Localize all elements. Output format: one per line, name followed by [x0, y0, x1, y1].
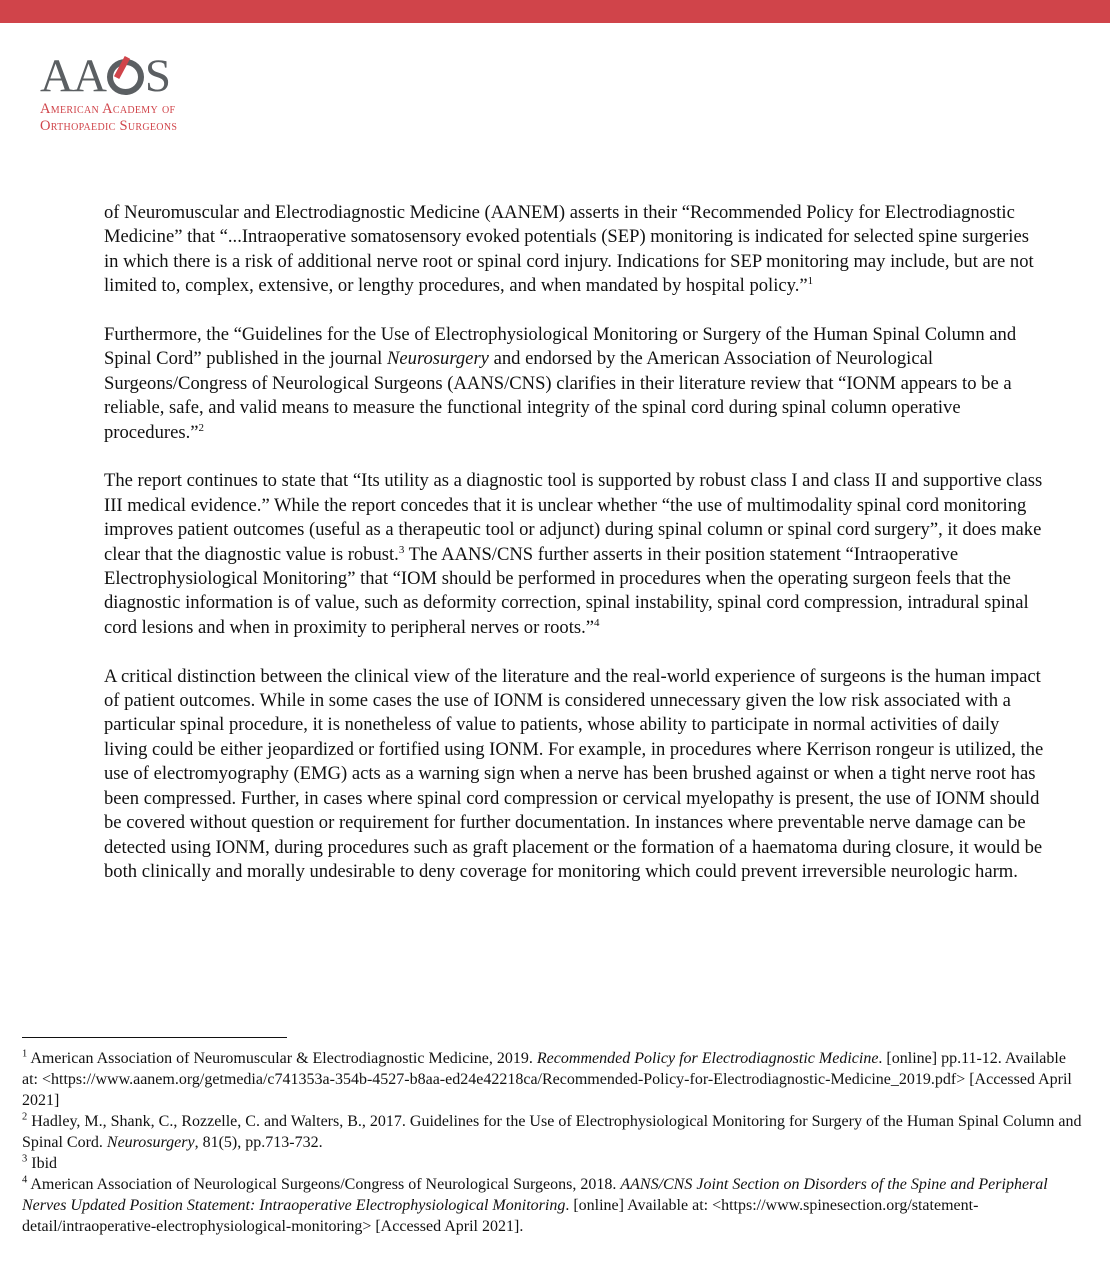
logo-line-2: Orthopaedic Surgeons [40, 118, 178, 134]
aaos-logo [40, 52, 177, 134]
footnote-1-text-a: American Association of Neuromuscular & Electrodiagnostic Medicine, 2019. [27, 1050, 537, 1067]
logo-mark-right: S [144, 50, 171, 102]
footnote-2-text-b: , 81(5), pp.713-732. [194, 1134, 323, 1151]
footnote-divider [22, 1037, 287, 1038]
footnote-2-journal: Neurosurgery [106, 1134, 195, 1151]
footnote-ref-1: 1 [807, 275, 814, 288]
paragraph-4 [104, 665, 1044, 885]
footnote-3-number: 3 [22, 1153, 28, 1165]
footnote-4 [22, 1174, 1082, 1237]
footnote-3-text: Ibid [27, 1155, 58, 1172]
paragraph-1-text: of Neuromuscular and Electrodiagnostic Medicine (AANEM) asserts in their “Recommended Policy for Electrodiagnostic Medicine” that “...Intraoperative somatosensory evoked potentials (SEP) monitoring is indicated for selected spine surgeries in which there is a risk of additional nerve root or spinal cord injury. Indications for SEP monitoring may include, but are not limited to, complex, extensive, or lengthy procedures, and when mandated by hospital policy.” [104, 202, 1034, 297]
footnote-1-text-b: . [online] pp.11-12. Available at: <https://www.aanem.org/getmedia/c741353a-354b-4527-b8aa-ed24e42218ca/Recommended-Policy-for-Electrodiagnostic-Medicine_2019.pdf> [Accessed April 2021] [22, 1050, 1072, 1109]
footnote-1 [22, 1048, 1082, 1111]
paragraph-2-text-b: and endorsed by the American Association of Neurological Surgeons/Congress of Neurological Surgeons (AANS/CNS) clarifies in their literature review that “IONM appears to be a reliable, safe, and valid means to measure the functional integrity of the spinal cord during spinal column operative procedures.” [104, 348, 1012, 443]
logo-mark-left: AA [40, 50, 106, 102]
paragraph-3-text-b: The AANS/CNS further asserts in their position statement “Intraoperative Electrophysiological Monitoring” that “IOM should be performed in procedures when the operating surgeon feels that the diagnostic information is of value, such as deformity correction, spinal instability, spinal cord compression, intradural spinal cord lesions and when in proximity to peripheral nerves or roots.” [104, 543, 1029, 638]
header-accent-bar [0, 0, 1110, 23]
footnote-ref-2: 2 [198, 421, 204, 434]
footnote-2 [22, 1111, 1082, 1153]
paragraph-4-text: A critical distinction between the clinical view of the literature and the real-world experience of surgeons is the human impact of patient outcomes. While in some cases the use of IONM is considered unnecessary given the low risk associated with a particular spinal procedure, it is nonetheless of value to patients, whose ability to participate in normal activities of daily living could be either jeopardized or fortified using IONM. For example, in procedures where Kerrison rongeur is utilized, the use of electromyography (EMG) acts as a warning sign when a nerve has been brushed against or when a tight nerve root has been compressed. Further, in cases where spinal cord compression or cervical myelopathy is present, the use of IONM should be covered without question or requirement for further documentation. In instances where preventable nerve damage can be detected using IONM, during procedures such as graft placement or the formation of a haematoma during closure, it would be both clinically and morally undesirable to deny coverage for monitoring which could prevent irreversible neurologic harm. [104, 665, 1044, 882]
footnote-ref-3: 3 [398, 543, 405, 556]
footnotes [22, 1048, 1082, 1237]
paragraph-2-text-a: Furthermore, the “Guidelines for the Use of Electrophysiological Monitoring or Surgery of the Human Spinal Column and Spinal Cord” published in the journal [104, 324, 1017, 370]
logo-o-ring-icon [107, 59, 144, 95]
footnote-1-title: Recommended Policy for Electrodiagnostic Medicine [536, 1050, 879, 1067]
footnote-2-text-a: Hadley, M., Shank, C., Rozzelle, C. and Walters, B., 2017. Guidelines for the Use of Electrophysiological Monitoring for Surgery of the Human Spinal Column and Spinal Cord. [22, 1113, 1082, 1151]
journal-name: Neurosurgery [387, 348, 489, 370]
footnote-ref-4: 4 [594, 616, 600, 629]
footnote-4-title: AANS/CNS Joint Section on Disorders of the Spine and Peripheral Nerves Updated Position Statement: Intraoperative Electrophysiological Monitoring [22, 1176, 1048, 1214]
footnote-4-text-b: . [online] Available at: <https://www.spinesection.org/statement-detail/intraoperative-electrophysiological-monitoring> [Accessed April 2021]. [22, 1197, 979, 1235]
paragraph-1 [104, 201, 1044, 299]
footnote-4-text-a: American Association of Neurological Surgeons/Congress of Neurological Surgeons, 2018. [27, 1176, 621, 1193]
footnote-3 [22, 1153, 1082, 1174]
paragraph-3 [104, 469, 1044, 640]
logo-line-1: American Academy of [40, 101, 176, 117]
footnote-4-number: 4 [22, 1174, 28, 1186]
logo-slash-icon [114, 56, 130, 79]
footnote-2-number: 2 [22, 1111, 28, 1123]
paragraph-3-text-a: The report continues to state that “Its utility as a diagnostic tool is supported by robust class I and class II and supportive class III medical evidence.” While the report concedes that it is unclear whether “the use of multimodality spinal cord monitoring improves patient outcomes (useful as a therapeutic tool or adjunct) during spinal column or spinal cord surgery”, it does make clear that the diagnostic value is robust. [104, 470, 1043, 565]
document-body [104, 201, 1044, 909]
footnote-1-number: 1 [22, 1048, 28, 1060]
logo-mark [40, 52, 177, 100]
paragraph-2 [104, 323, 1044, 445]
